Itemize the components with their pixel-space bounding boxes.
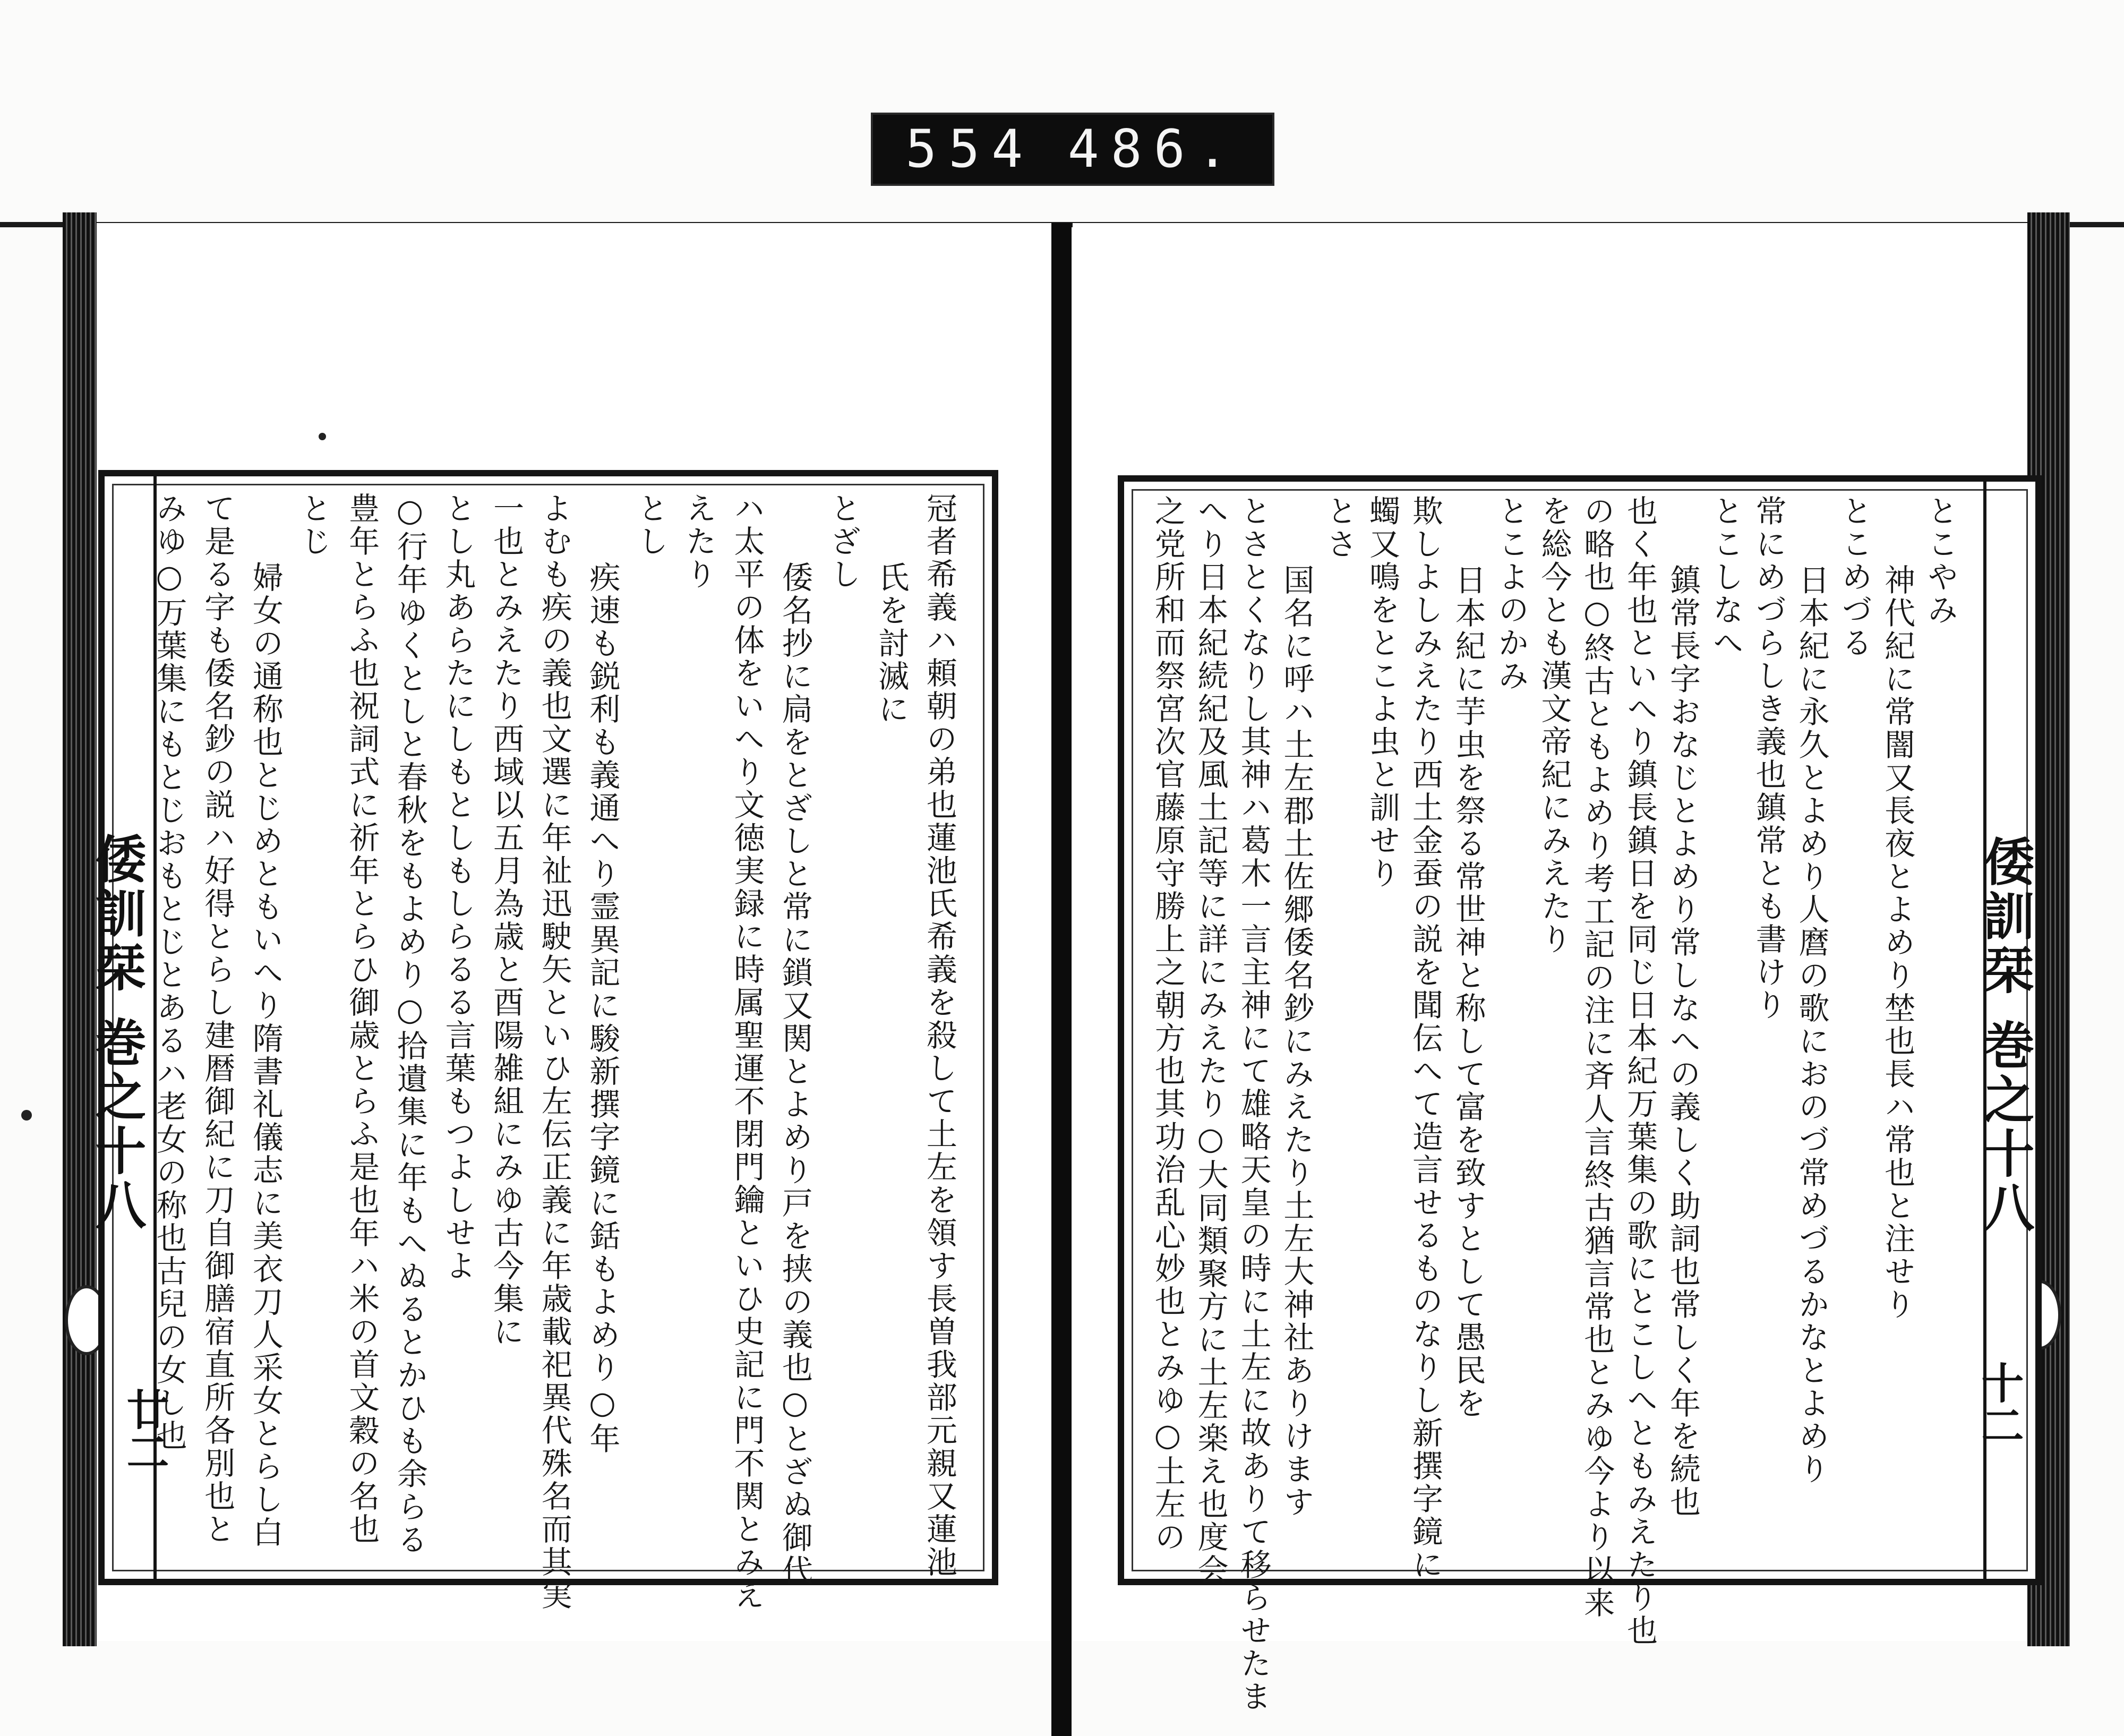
entry-heading: とし — [632, 492, 669, 558]
text-column: 也く年也といへり鎮長鎮日を同じ日本紀万葉集の歌にとこしへともみえたり也 — [1622, 495, 1658, 1647]
catalog-number-label — [871, 113, 1274, 186]
text-column: 日本紀に永久とよめり人麿の歌におのづ常めづるかなとよめり — [1793, 564, 1830, 1486]
entry-heading: とこしなへ — [1707, 495, 1744, 660]
text-column: とし丸あらたにしもとしもしらるる言葉もつよしせよ — [440, 492, 476, 1282]
text-column: 蠋又鳴をとこよ虫と訓せり — [1364, 495, 1401, 890]
text-column: 倭名抄に扃をとざしと常に鎖又関とよめり戸を挟の義也○とざぬ御代 — [776, 561, 813, 1587]
text-column: 冠者希義ハ頼朝の弟也蓮池氏希義を殺して土左を領す長曽我部元親又蓮池 — [921, 492, 957, 1579]
entry-heading: とこやみ — [1922, 495, 1958, 627]
text-column: へり日本紀続紀及風土記等に詳にみえたり○大同類聚方に土左楽え也度会 — [1192, 495, 1229, 1587]
text-column: 氏を討滅に — [873, 561, 910, 726]
right-folio: 十二 — [1974, 1361, 2024, 1446]
text-column: の略也○終古ともよめり考工記の注に斉人言終古猶言常也とみゆ今より以来 — [1579, 495, 1615, 1620]
text-column: 婦女の通称也とじめともいへり隋書礼儀志に美衣刀人采女とらし白 — [247, 561, 284, 1549]
ink-speck — [21, 1110, 32, 1121]
text-column: とさとくなりし其神ハ葛木一言主神にて雄略天皇の時に土左に故ありて移らせたま — [1235, 495, 1272, 1713]
right-running-head: 倭訓栞 巻之十八 — [1983, 482, 2042, 1579]
text-column: 一也とみえたり西域以五月為歳と酉陽雑組にみゆ古今集に — [488, 492, 525, 1348]
text-column: えたり — [680, 492, 717, 591]
text-column: 之党所和而祭宮次官藤原守勝上之朝方也其功治乱心妙也とみゆ○土左の — [1149, 495, 1186, 1554]
catalog-number-right: 486. — [1067, 119, 1240, 179]
text-column: みゆ○万葉集にもとじおもとじとあるハ老女の称也古兒の女し也 — [151, 492, 187, 1452]
right-text-columns — [1140, 495, 1958, 1713]
text-column: ○行年ゆくとしと春秋をもよめり○拾遺集に年もへぬるとかひも余らる — [391, 492, 428, 1557]
entry-heading: とこめづる — [1836, 495, 1873, 660]
left-folio: 廿二 — [119, 1388, 169, 1473]
entry-heading: とさ — [1321, 495, 1358, 561]
text-column: 神代紀に常闇又長夜とよめり埜也長ハ常也と注せり — [1879, 564, 1916, 1321]
text-column: 鎮常長字おなじとよめり常しなへの義しく助詞也常しく年を続也 — [1664, 564, 1701, 1519]
text-column: を総今とも漢文帝紀にみえたり — [1536, 495, 1572, 956]
entry-heading: とこよのかみ — [1493, 495, 1529, 692]
catalog-number-left: 554 — [905, 119, 1035, 179]
left-text-columns — [136, 492, 957, 1612]
left-running-head: 倭訓栞 巻之十八 — [98, 476, 157, 1579]
text-column: よむも疾の義也文選に年祉迅駛矢といひ左伝正義に年歳載祀異代殊名而其実 — [536, 492, 572, 1612]
text-column: 国名に呼ハ土左郡土佐郷倭名鈔にみえたり土左大神社ありけます — [1278, 564, 1315, 1519]
entry-heading: とざし — [825, 492, 861, 591]
text-column: て是る字も倭名鈔の説ハ好得とらし建暦御紀に刀自御膳宿直所各別也と — [199, 492, 236, 1546]
text-column: 豊年とらふ也祝詞式に祈年とらひ御歳とらふ是也年ハ米の首文穀の名也 — [344, 492, 380, 1546]
text-column: 常にめづらしき義也鎮常とも書けり — [1750, 495, 1787, 1022]
text-column: 疾速も鋭利も義通へり霊異記に駿新撰字鏡に銛もよめり○年 — [584, 561, 621, 1456]
text-column: ハ太平の体をいへり文徳実録に時属聖運不閉門鑰といひ史記に門不関とみえ — [729, 492, 765, 1612]
left-page-frame — [87, 470, 998, 1612]
right-page-frame — [1118, 475, 2042, 1713]
text-column: 欺しよしみえたり西土金蚕の説を聞伝へて造言せるものなりし新撰字鏡に — [1407, 495, 1443, 1581]
center-gutter — [1051, 223, 1072, 1736]
text-column: 日本紀に芋虫を祭る常世神と称して富を致すとして愚民を — [1450, 564, 1486, 1420]
ink-speck — [319, 433, 326, 440]
entry-heading: とじ — [295, 492, 332, 558]
